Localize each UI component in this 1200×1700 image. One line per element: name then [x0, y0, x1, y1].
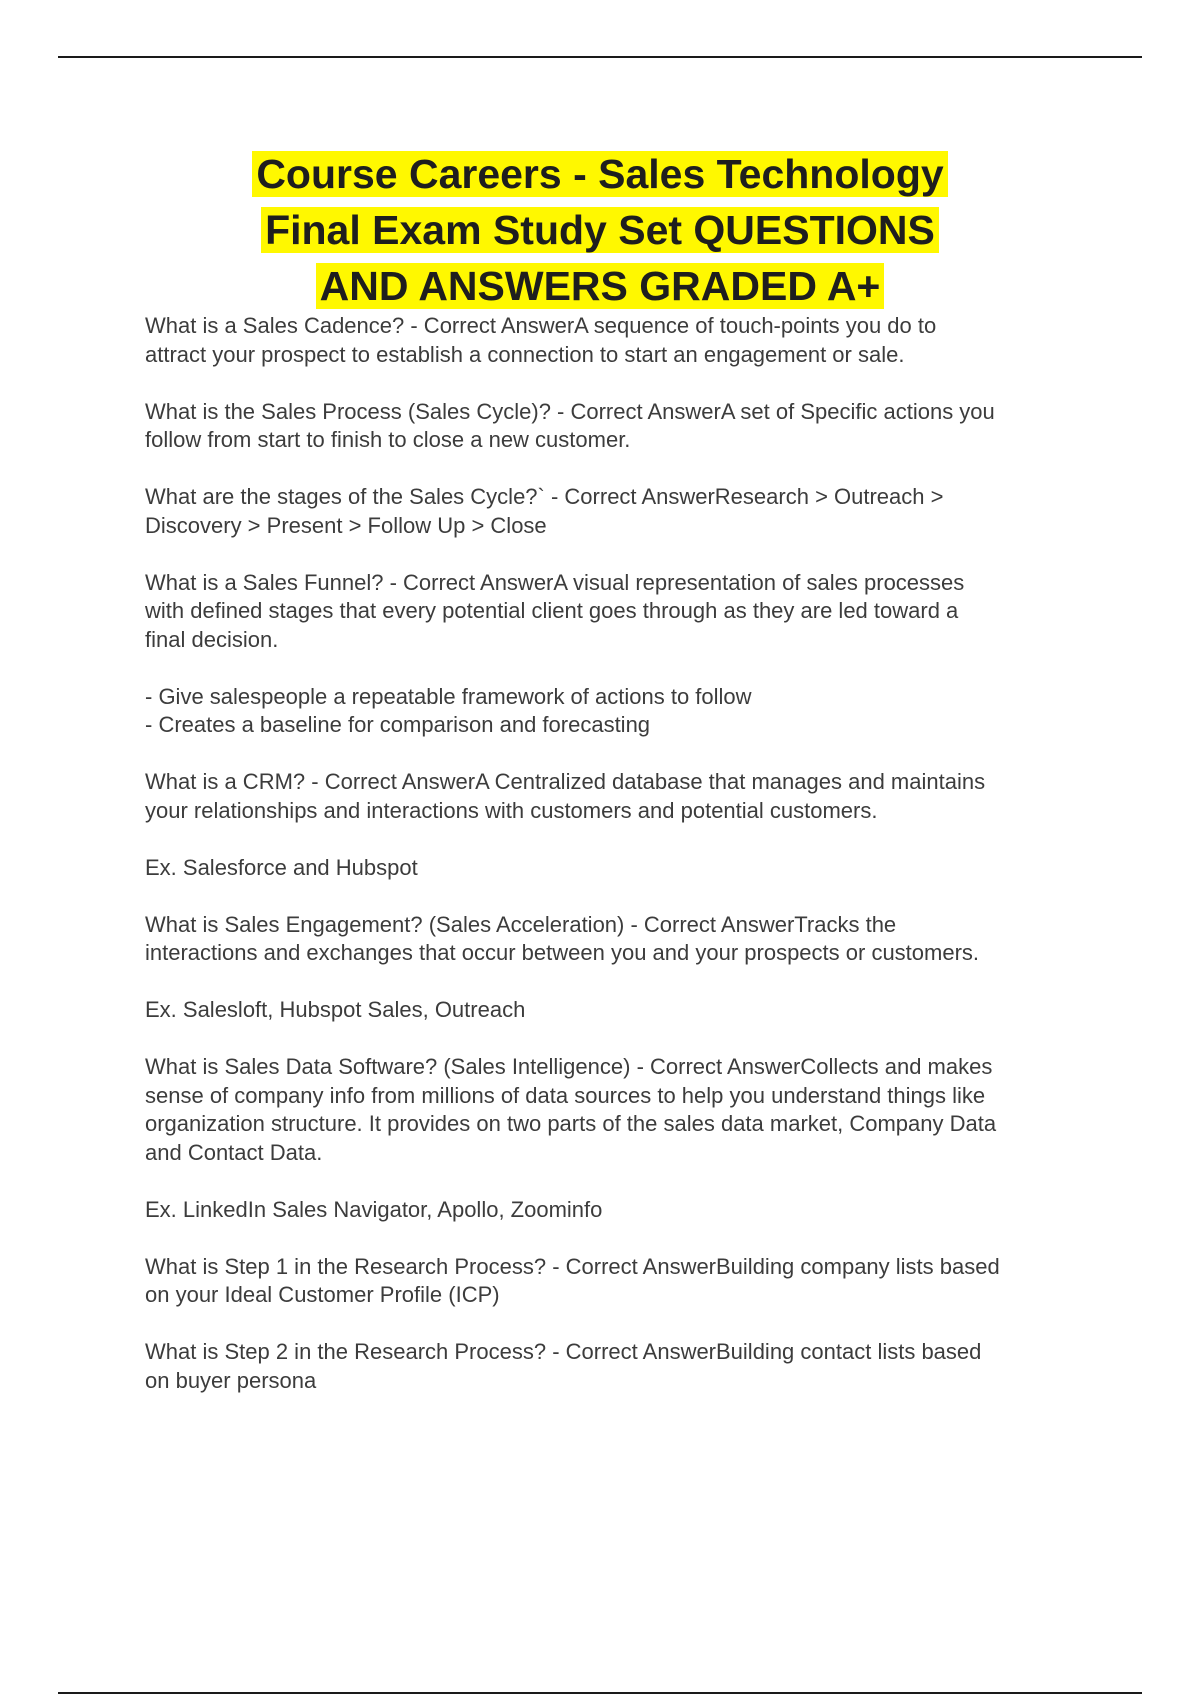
qa-sales-cycle-stages: [145, 483, 1090, 540]
text-line: Ex. Salesloft, Hubspot Sales, Outreach: [145, 997, 526, 1022]
funnel-benefits-list: [145, 683, 1090, 740]
qa-research-step-2: [145, 1338, 1090, 1395]
bottom-rule: [58, 1692, 1142, 1694]
qa-cadence: [145, 312, 1090, 369]
list-item: - Give salespeople a repeatable framework of actions to follow: [145, 683, 752, 709]
text-line: What are the stages of the Sales Cycle?` - Correct AnswerResearch > Outreach >: [145, 484, 944, 509]
document-title: [100, 146, 1100, 314]
text-line: on buyer persona: [145, 1367, 317, 1393]
list-item: - Creates a baseline for comparison and forecasting: [145, 712, 651, 737]
text-line: What is Sales Engagement? (Sales Acceleration) - Correct AnswerTracks the: [145, 911, 897, 937]
title-line: Course Careers - Sales Technology: [252, 151, 947, 197]
text-line: with defined stages that every potential client goes through as they are led toward a: [145, 598, 959, 623]
text-line: What is a Sales Cadence? - Correct AnswerA sequence of touch-points you do to: [145, 313, 937, 338]
text-line: What is Step 2 in the Research Process? - Correct AnswerBuilding contact lists based: [145, 1339, 982, 1364]
text-line: and Contact Data.: [145, 1139, 323, 1165]
top-rule: [58, 56, 1142, 58]
text-line: interactions and exchanges that occur between you and your prospects or customers.: [145, 940, 980, 965]
text-line: your relationships and interactions with customers and potential customers.: [145, 797, 878, 823]
qa-crm: [145, 768, 1090, 825]
text-line: Ex. Salesforce and Hubspot: [145, 854, 418, 880]
qa-research-step-1: [145, 1253, 1090, 1310]
example-crm: [145, 854, 1090, 883]
example-engagement: [145, 996, 1090, 1025]
text-line: on your Ideal Customer Profile (ICP): [145, 1282, 500, 1307]
qa-sales-data-software: [145, 1053, 1090, 1167]
qa-sales-engagement: [145, 911, 1090, 968]
document-body: [145, 312, 1090, 1424]
title-line: AND ANSWERS GRADED A+: [316, 263, 885, 309]
text-line: attract your prospect to establish a connection to start an engagement or sale.: [145, 341, 905, 367]
text-line: What is the Sales Process (Sales Cycle)? - Correct AnswerA set of Specific actions you: [145, 398, 995, 424]
text-line: follow from start to finish to close a new customer.: [145, 427, 631, 452]
text-line: What is a Sales Funnel? - Correct AnswerA visual representation of sales processes: [145, 569, 965, 595]
text-line: Discovery > Present > Follow Up > Close: [145, 512, 547, 538]
text-line: sense of company info from millions of data sources to help you understand things like: [145, 1082, 986, 1108]
text-line: What is Step 1 in the Research Process? - Correct AnswerBuilding company lists based: [145, 1253, 1000, 1279]
example-sales-data: [145, 1196, 1090, 1225]
text-line: final decision.: [145, 626, 279, 652]
qa-sales-funnel: [145, 569, 1090, 655]
text-line: What is Sales Data Software? (Sales Intelligence) - Correct AnswerCollects and makes: [145, 1054, 993, 1079]
qa-sales-process: [145, 398, 1090, 455]
text-line: What is a CRM? - Correct AnswerA Centralized database that manages and maintains: [145, 769, 986, 794]
text-line: Ex. LinkedIn Sales Navigator, Apollo, Zoominfo: [145, 1196, 603, 1222]
text-line: organization structure. It provides on two parts of the sales data market, Company Data: [145, 1111, 997, 1136]
title-line: Final Exam Study Set QUESTIONS: [261, 207, 939, 253]
